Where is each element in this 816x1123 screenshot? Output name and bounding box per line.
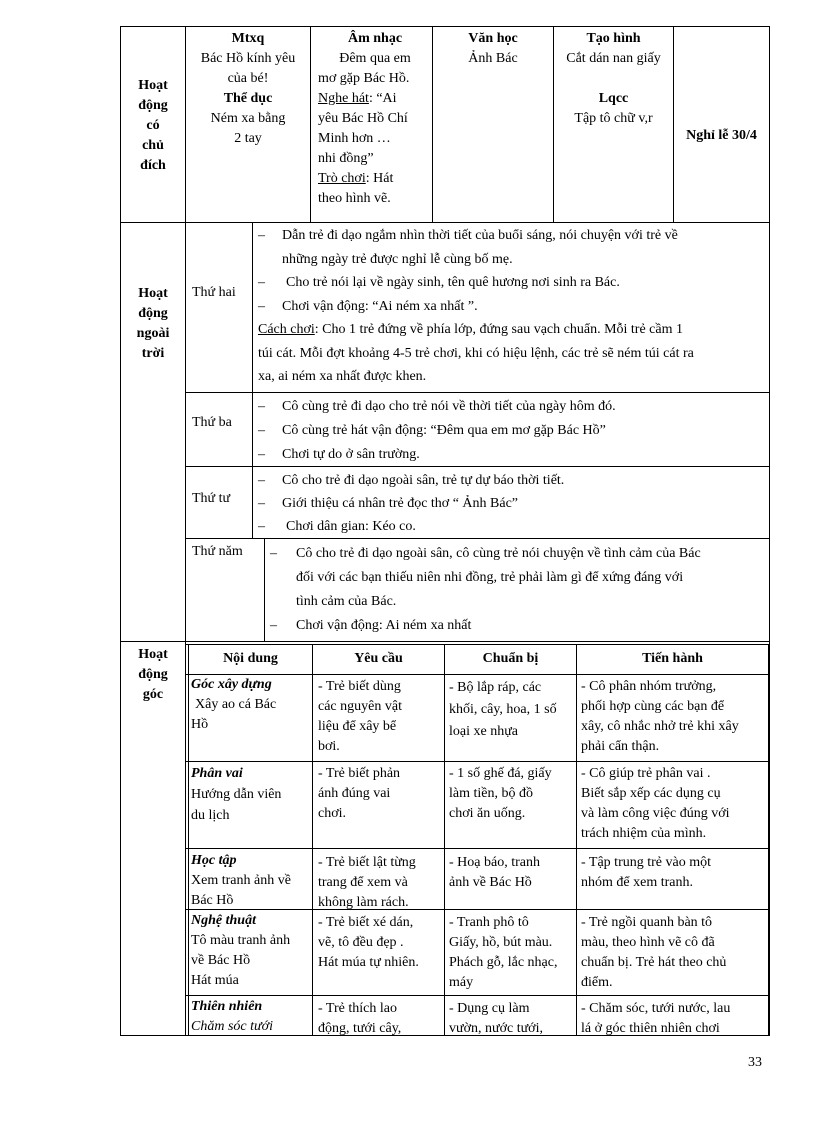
cell-am-nhac: Âm nhạc Đêm qua em mơ gặp Bác Hồ. Nghe hát: “Ai yêu Bác Hồ Chí Minh hơn … nhi đồng” Trò chơi: Hát theo hình vẽ.	[318, 31, 411, 206]
day-label-tuesday: Thứ ba	[192, 415, 232, 430]
table-cell: - Tranh phô tô Giấy, hồ, bút màu. Phách gỗ, lắc nhạc, máy	[449, 915, 558, 990]
table-cell: - Hoạ báo, tranh ảnh về Bác Hồ	[449, 855, 540, 890]
cell-holiday: Nghỉ lễ 30/4	[686, 128, 757, 143]
table-cell: - Trẻ biết lật từng trang để xem và không làm rách.	[318, 855, 416, 910]
header-noi-dung: Nội dung	[223, 651, 278, 666]
table-cell: - Bộ lắp ráp, các khối, cây, hoa, 1 số loại xe nhựa	[449, 680, 557, 739]
day-content-monday: – Dẫn trẻ đi dạo ngắm nhìn thời tiết của buổi sáng, nói chuyện với trẻ về những ngày trẻ được nghỉ lễ cùng bố mẹ. – Cho trẻ nói lại về ngày sinh, tên quê hương nơi sinh ra Bác. – Chơi vận động: “Ai ném xa nhất ”. Cách chơi: Cho 1 trẻ đứng về phía lớp, đứng sau vạch chuẩn. Mỗi trẻ cầm 1 túi cát. Mỗi đợt khoảng 4-5 trẻ chơi, khi có hiệu lệnh, các trẻ sẽ ném túi cát ra xa, ai ném xa nhất được khen.	[258, 228, 694, 384]
row-label-outdoor: Hoạt động ngoài trời	[136, 286, 170, 361]
table-cell: - Chăm sóc, tưới nước, lau lá ở góc thiên nhiên chơi	[581, 1001, 731, 1036]
table-row: Thiên nhiên Chăm sóc tưới	[191, 999, 273, 1034]
table-cell: - Cô giúp trẻ phân vai . Biết sắp xếp các dụng cụ và làm công việc đúng với trách nhiệm của mình.	[581, 766, 730, 841]
table-cell: - Trẻ biết phản ánh đúng vai chơi.	[318, 766, 401, 821]
table-cell: - Trẻ ngồi quanh bàn tô màu, theo hình vẽ cô đã chuẩn bị. Trẻ hát theo chủ điểm.	[581, 915, 727, 990]
table-cell: - Dụng cụ làm vườn, nước tưới,	[449, 1001, 543, 1036]
table-row: Học tập Xem tranh ảnh về Bác Hồ	[191, 853, 291, 908]
day-content-tuesday: – Cô cùng trẻ đi dạo cho trẻ nói về thời tiết của ngày hôm đó. – Cô cùng trẻ hát vận động: “Đêm qua em mơ gặp Bác Hồ” – Chơi tự do ở sân trường.	[258, 399, 616, 462]
table-cell: - Cô phân nhóm trưởng, phối hợp cùng các bạn để xây, cô nhắc nhở trẻ khi xây phải cẩn thận.	[581, 679, 739, 754]
row-label-main-activity: Hoạt động có chủ đích	[138, 78, 168, 173]
page-number: 33	[748, 1055, 762, 1070]
cell-tao-hinh: Tạo hình Cắt dán nan giấy Lqcc Tập tô chữ v,r	[566, 31, 661, 126]
row-label-corner: Hoạt động góc	[138, 647, 168, 702]
day-content-thursday: – Cô cho trẻ đi dạo ngoài sân, cô cùng trẻ nói chuyện về tình cảm của Bác đối với các bạn thiếu niên nhi đồng, trẻ phải làm gì để xứng đáng với tình cảm của Bác. – Chơi vận động: Ai ném xa nhất	[270, 546, 701, 633]
table-cell: - Trẻ biết xé dán, vẽ, tô đều đẹp . Hát múa tự nhiên.	[318, 915, 419, 970]
table-row: Phân vai Hướng dẫn viên du lịch	[191, 766, 282, 823]
day-label-thursday: Thứ năm	[192, 544, 243, 559]
header-chuan-bi: Chuẩn bị	[482, 651, 539, 666]
table-cell: - Trẻ thích lao động, tưới cây,	[318, 1001, 402, 1036]
table-cell: - 1 số ghế đá, giấy làm tiền, bộ đồ chơi ăn uống.	[449, 766, 552, 821]
header-yeu-cau: Yêu cầu	[354, 651, 403, 666]
day-label-monday: Thứ hai	[192, 285, 236, 300]
table-row: Góc xây dựng Xây ao cá Bác Hồ	[191, 677, 277, 732]
table-row: Nghệ thuật Tô màu tranh ảnh về Bác Hồ Hát múa	[191, 913, 291, 988]
table-cell: - Trẻ biết dùng các nguyên vật liệu để xây bể bơi.	[318, 679, 402, 754]
day-content-wednesday: – Cô cho trẻ đi dạo ngoài sân, trẻ tự dự báo thời tiết. – Giới thiệu cá nhân trẻ đọc thơ “ Ảnh Bác” – Chơi dân gian: Kéo co.	[258, 473, 565, 534]
header-tien-hanh: Tiến hành	[642, 651, 703, 666]
table-cell: - Tập trung trẻ vào một nhóm để xem tranh.	[581, 855, 711, 890]
day-label-wednesday: Thứ tư	[192, 491, 231, 506]
cell-van-hoc: Văn học Ảnh Bác	[468, 31, 518, 66]
cell-mtxq: Mtxq Bác Hồ kính yêu của bé! Thể dục Ném xa bằng 2 tay	[200, 31, 296, 146]
